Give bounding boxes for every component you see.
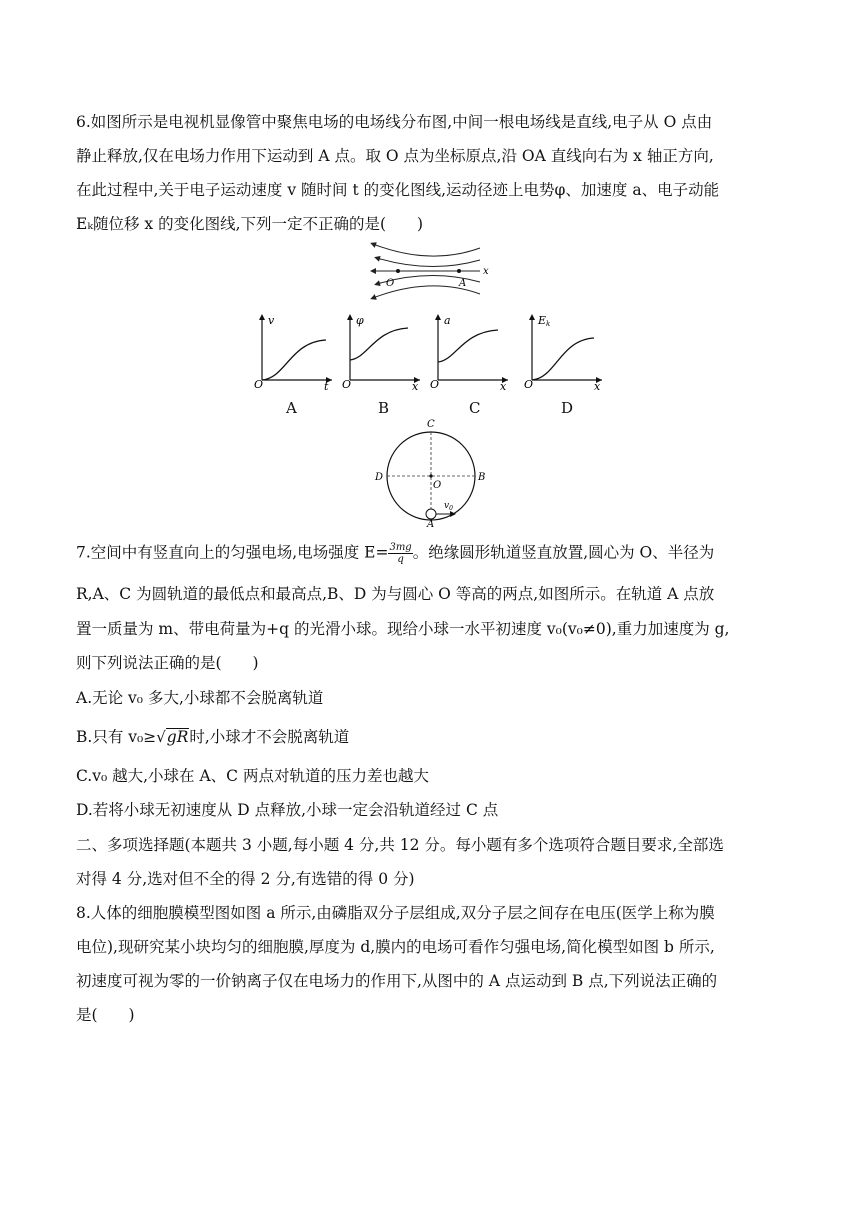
svg-text:O: O [524,378,534,391]
svg-text:v: v [268,314,275,327]
q7-line-4: 则下列说法正确的是( ) [76,654,259,672]
q7-line-2: R,A、C 为圆轨道的最低点和最高点,B、D 为与圆心 O 等高的两点,如图所示。在轨道 A 点放 [76,585,715,603]
q8-line-3: 初速度可视为零的一价钠离子仅在电场力的作用下,从图中的 A 点运动到 B 点,下列说法正确的 [76,972,718,990]
q7-option-c: C.v₀ 越大,小球在 A、C 两点对轨道的压力差也越大 [76,767,429,785]
label-a: A [459,278,467,289]
label-o: O [386,278,395,289]
ball [426,509,436,519]
svg-text:φ: φ [356,314,364,327]
field-line-top-inner [377,258,480,267]
svg-text:v0: $v_0$ [444,501,453,512]
label-x: x [483,266,489,277]
q8-line-1: 8.人体的细胞膜模型图如图 a 所示,由磷脂双分子层组成,双分子层之间存在电压(医学上称为膜 [76,904,715,922]
svg-text:C: C [427,419,435,430]
svg-text:x: x [412,380,419,392]
section2-line-1: 二、多项选择题(本题共 3 小题,每小题 4 分,共 12 分。每小题有多个选项符合题目要求,全部选 [76,836,724,854]
graph-option-c: C [469,399,481,417]
graph-b [340,312,424,392]
field-strength-fraction: $\frac{3mg}{q}$ [389,542,412,565]
svg-text:A: A [427,519,435,528]
svg-text:O: O [430,378,440,391]
svg-text:x: x [594,380,601,392]
svg-text:O: O [433,480,442,491]
q7-option-d: D.若将小球无初速度从 D 点释放,小球一定会沿轨道经过 C 点 [76,801,499,819]
q6-line-2: 静止释放,仅在电场力作用下运动到 A 点。取 O 点为坐标原点,沿 OA 直线向右为 x 轴正方向, [76,147,714,165]
svg-text:O: O [254,378,264,391]
graph-d-curve [532,338,594,380]
svg-text:D: D [375,472,384,483]
graph-b-curve [350,328,408,360]
graph-c [428,312,512,392]
field-lines-figure [355,240,505,302]
graph-d [522,312,606,392]
q7-option-b: B.只有 v₀≥√gR时,小球才不会脱离轨道 [76,728,350,746]
section2-line-2: 对得 4 分,选对但不全的得 2 分,有选错的得 0 分) [76,870,415,888]
graph-a-curve [262,340,326,380]
q7-option-a: A.无论 v₀ 多大,小球都不会脱离轨道 [76,689,324,707]
graph-option-a: A [286,399,297,417]
svg-text:a: a [444,314,451,327]
graph-c-curve [438,330,498,362]
q6-line-1: 6.如图所示是电视机显像管中聚焦电场的电场线分布图,中间一根电场线是直线,电子从 O 点由 [76,113,713,131]
svg-text:B: B [478,472,486,483]
q7-line-1: 7.空间中有竖直向上的匀强电场,电场强度 E= $\frac{3mg}{q}$ 。绝缘圆形轨道竖直放置,圆心为 O、半径为 [76,542,715,565]
q6-line-4: Eₖ随位移 x 的变化图线,下列一定不正确的是( ) [76,215,424,233]
q6-line-3: 在此过程中,关于电子运动速度 v 随时间 t 的变化图线,运动径迹上电势φ、加速度 a、电子动能 [76,181,720,199]
circular-track-figure [368,416,494,528]
q8-line-2: 电位),现研究某小块均匀的细胞膜,厚度为 d,膜内的电场可看作匀强电场,简化模型如图 b 所示, [76,938,715,956]
point-a [457,269,461,273]
graph-option-d: D [561,399,574,417]
field-line-top-outer [373,244,480,256]
graph-option-b: B [378,399,390,417]
svg-text:Ek: Ek [538,314,551,328]
svg-text:O: O [342,378,352,391]
graph-a [252,312,336,392]
svg-text:t: t [324,380,329,392]
point-o [396,269,400,273]
q7-line-3: 置一质量为 m、带电荷量为+q 的光滑小球。现给小球一水平初速度 v₀(v₀≠0),重力加速度为 g, [76,620,730,638]
svg-text:x: x [500,380,507,392]
q8-line-4: 是( ) [76,1006,135,1024]
